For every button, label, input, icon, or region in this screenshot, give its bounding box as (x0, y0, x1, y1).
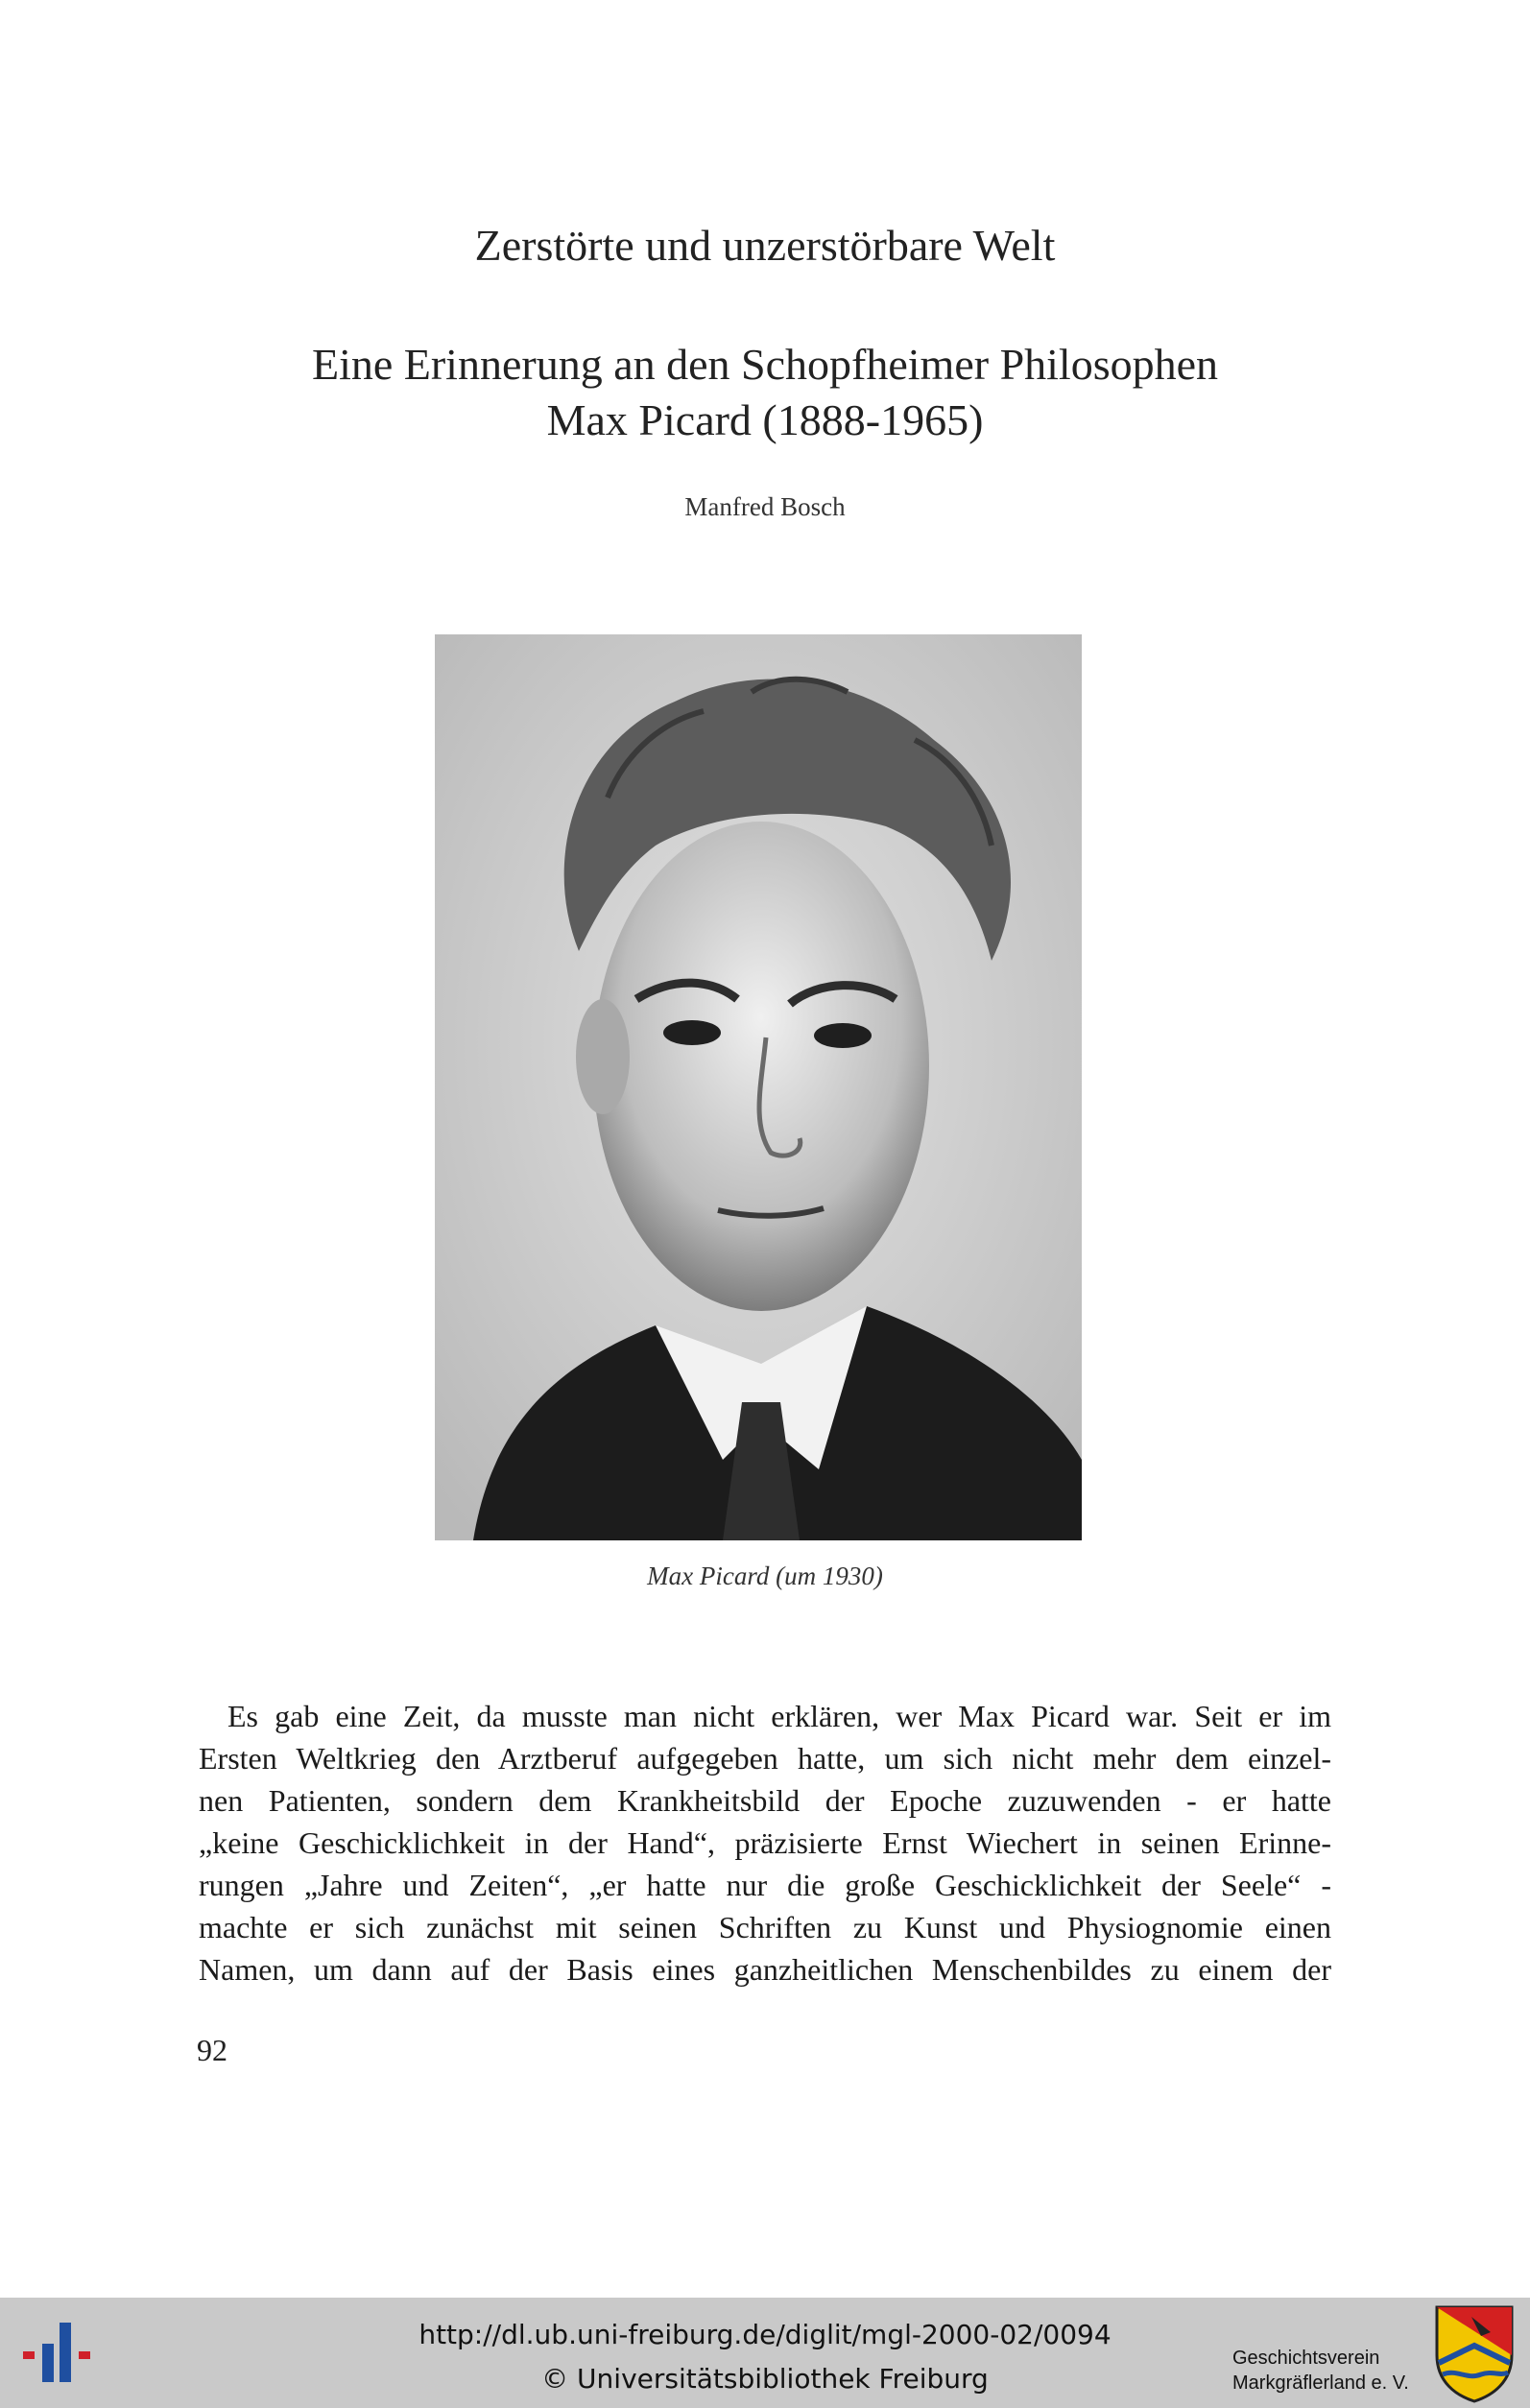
portrait-photo (435, 634, 1082, 1540)
photo-caption: Max Picard (um 1930) (647, 1562, 883, 1590)
footer-url-link[interactable]: http://dl.ub.uni-freiburg.de/diglit/mgl-2000-02/0094 (418, 2319, 1112, 2350)
body-line: Ersten Weltkrieg den Arztberuf aufgegeben hatte, um sich nicht mehr dem einzel- (199, 1741, 1331, 1776)
footer-org-line1: Geschichtsverein (1232, 2348, 1380, 2369)
body-line: rungen „Jahre und Zeiten“, „er hatte nur die große Geschicklichkeit der Seele“ - (199, 1868, 1331, 1902)
body-line: Namen, um dann auf der Basis eines ganzheitlichen Menschenbildes zu einem der (199, 1952, 1331, 1987)
body-line: nen Patienten, sondern dem Krankheitsbild der Epoche zuzuwenden - er hatte (199, 1783, 1331, 1818)
footer-organization (1232, 2346, 1409, 2396)
footer-bar (0, 2298, 1530, 2408)
article-subtitle-line2: Max Picard (1888-1965) (546, 395, 984, 444)
footer-org-line2: Markgräflerland e. V. (1232, 2372, 1409, 2394)
body-line: Es gab eine Zeit, da musste man nicht erklären, wer Max Picard war. Seit er im (227, 1699, 1331, 1733)
author-name: Manfred Bosch (684, 492, 846, 521)
body-line: machte er sich zunächst mit seinen Schriften zu Kunst und Physiognomie einen (199, 1910, 1331, 1944)
article-body (199, 1695, 1331, 1991)
footer-copyright: © Universitätsbibliothek Freiburg (541, 2363, 989, 2395)
body-line: „keine Geschicklichkeit in der Hand“, präzisierte Ernst Wiechert in seinen Erinne- (199, 1825, 1331, 1860)
page-number: 92 (197, 2033, 227, 2067)
coat-of-arms-icon (1433, 2303, 1516, 2408)
article-title: Zerstörte und unzerstörbare Welt (474, 221, 1056, 270)
article-subtitle-line1: Eine Erinnerung an den Schopfheimer Philosophen (311, 340, 1219, 389)
